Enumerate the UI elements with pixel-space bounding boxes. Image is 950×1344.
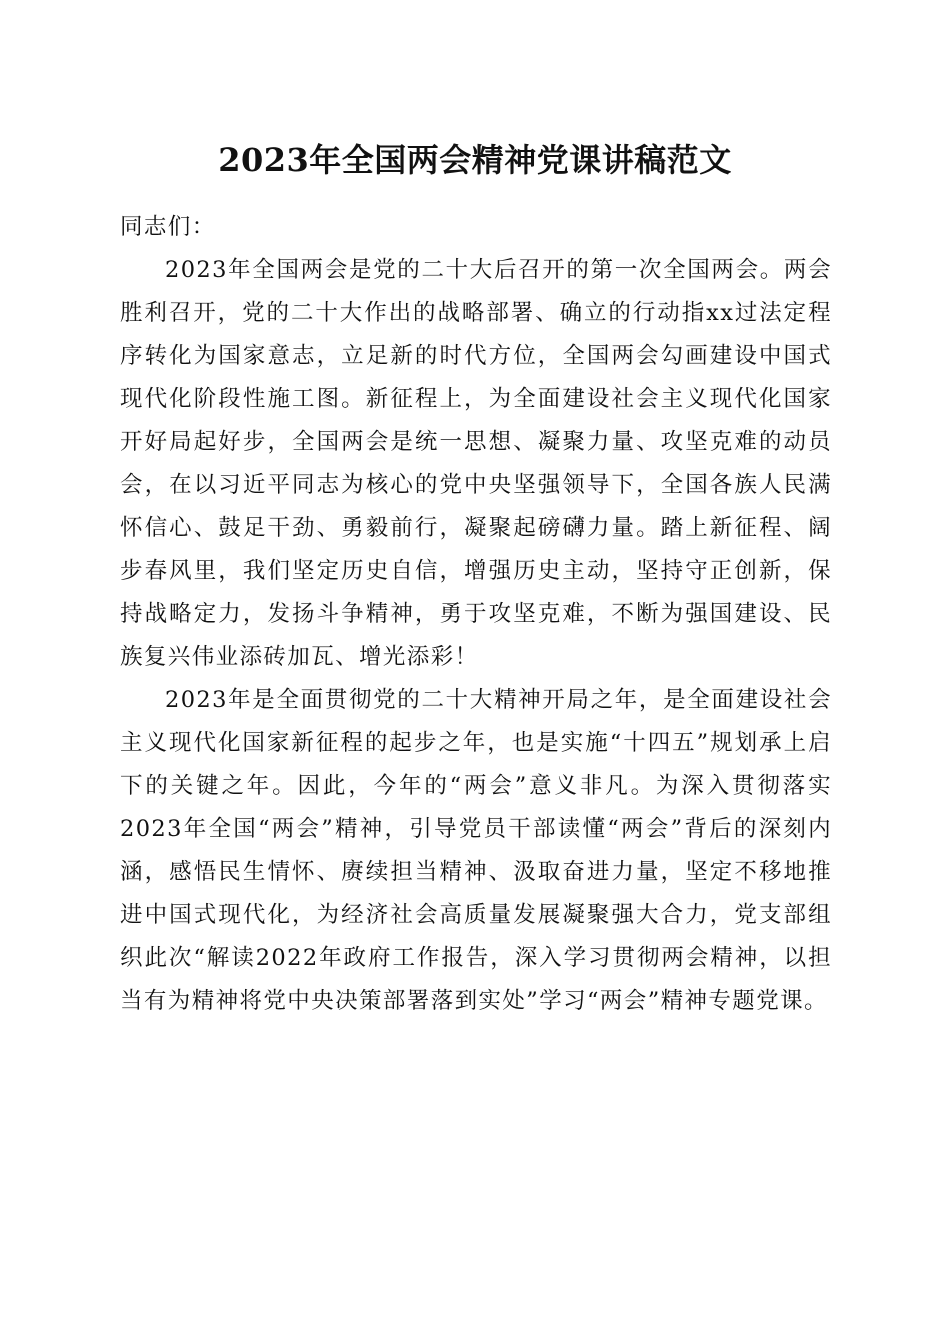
salutation: 同志们： [120, 214, 216, 240]
paragraph-2: 2023年是全面贯彻党的二十大精神开局之年，是全面建设社会主义现代化国家新征程的起步之年，也是实施“十四五”规划承上启下的关键之年。因此，今年的“两会”意义非凡。为深入贯彻落实2023年全国“两会”精神，引导党员干部读懂“两会”背后的深刻内涵，感悟民生情怀、赓续担当精神、汲取奋进力量，坚定不移地推进中国式现代化，为经济社会高质量发展凝聚强大合力，党支部组织此次“解读2022年政府工作报告，深入学习贯彻两会精神，以担当有为精神将党中央决策部署落到实处”学习“两会”精神专题党课。 [120, 687, 832, 1014]
document-body [120, 206, 832, 1023]
document-title: 2023年全国两会精神党课讲稿范文 [218, 141, 732, 179]
paragraph-1: 2023年全国两会是党的二十大后召开的第一次全国两会。两会胜利召开，党的二十大作出的战略部署、确立的行动指xx过法定程序转化为国家意志，立足新的时代方位，全国两会勾画建设中国式现代化阶段性施工图。新征程上，为全面建设社会主义现代化国家开好局起好步，全国两会是统一思想、凝聚力量、攻坚克难的动员会，在以习近平同志为核心的党中央坚强领导下，全国各族人民满怀信心、鼓足干劲、勇毅前行，凝聚起磅礴力量。踏上新征程、阔步春风里，我们坚定历史自信，增强历史主动，坚持守正创新，保持战略定力，发扬斗争精神，勇于攻坚克难，不断为强国建设、民族复兴伟业添砖加瓦、增光添彩！ [120, 257, 832, 670]
